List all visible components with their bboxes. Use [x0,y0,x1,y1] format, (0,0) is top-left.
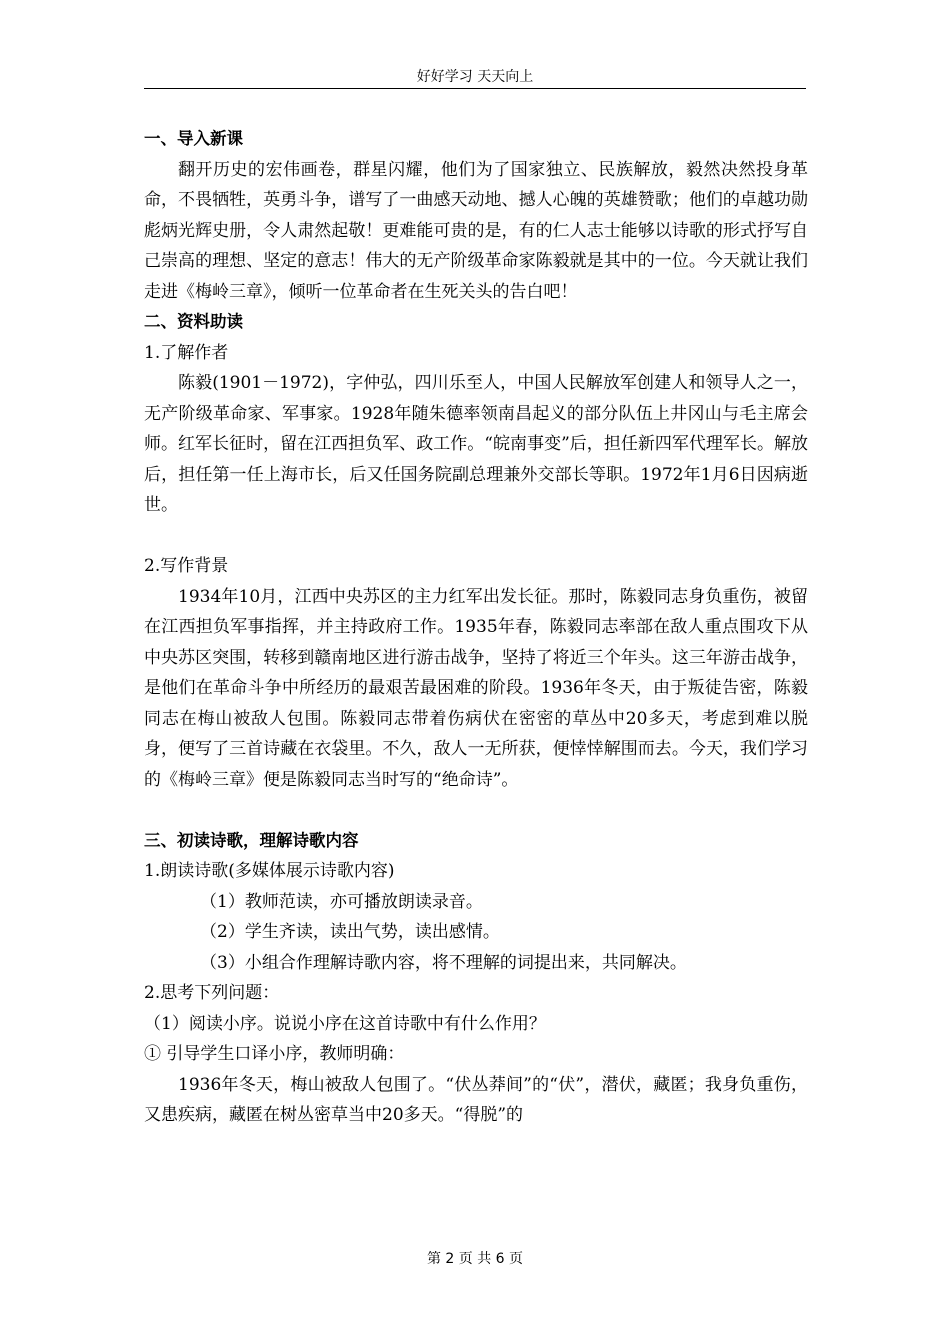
page-number: 第 2 页 共 6 页 [426,1251,524,1267]
subheading-questions: 2.思考下列问题： [144,983,280,1003]
subheading-background: 2.写作背景 [144,556,229,576]
header-divider [144,88,806,89]
author-paragraph: 陈毅(1901－1972)，字仲弘，四川乐至人，中国人民解放军创建人和领导人之一，无产阶级革命家、军事家。1928年随朱德率领南昌起义的部分队伍上井冈山与毛主席会师。红军长征时，留在江西担负军、政工作。“皖南事变”后，担任新四军代理军长。解放后，担任第一任上海市长，后又任国务院副总理兼外交部长等职。1972年1月6日因病逝世。 [144,373,808,515]
blank-line [144,795,808,826]
explanation-paragraph: 1936年冬天，梅山被敌人包围了。“伏丛莽间”的“伏”，潜伏，藏匿；我身负重伤，又患疾病，藏匿在树丛密草当中20多天。“得脱”的 [144,1074,808,1125]
list-item: （2）学生齐读，读出气势，读出感情。 [200,922,500,942]
background-paragraph: 1934年10月，江西中央苏区的主力红军出发长征。那时，陈毅同志身负重伤，被留在江西担负军事指挥，并主持政府工作。1935年春，陈毅同志率部在敌人重点围攻下从中央苏区突围，转移到赣南地区进行游击战争，坚持了将近三个年头。这三年游击战争，是他们在革命斗争中所经历的最艰苦最困难的阶段。1936年冬天，由于叛徒告密，陈毅同志在梅山被敌人包围。陈毅同志带着伤病伏在密密的草丛中20多天，考虑到难以脱身，便写了三首诗藏在衣袋里。不久，敌人一无所获，便悻悻解围而去。今天，我们学习的《梅岭三章》便是陈毅同志当时写的“绝命诗”。 [144,586,808,790]
subheading-recite: 1.朗读诗歌(多媒体展示诗歌内容) [144,861,395,881]
list-item: （1）教师范读，亦可播放朗读录音。 [200,891,483,912]
guide-line: ① 引导学生口译小序，教师明确： [144,1044,405,1064]
page-header: 好好学习 天天向上 [416,69,534,85]
list-item: （3）小组合作理解诗歌内容，将不理解的词提出来，共同解决。 [200,952,687,973]
blank-line [144,521,808,552]
section-heading-materials: 二、资料助读 [144,312,243,331]
question-1: （1）阅读小序。说说小序在这首诗歌中有什么作用？ [144,1013,546,1034]
subheading-author: 1.了解作者 [144,342,229,363]
section-heading-intro: 一、导入新课 [144,129,243,148]
document-body [144,124,808,1131]
section-heading-reading: 三、初读诗歌，理解诗歌内容 [144,830,359,850]
intro-paragraph: 翻开历史的宏伟画卷，群星闪耀，他们为了国家独立、民族解放，毅然决然投身革命，不畏牺牲，英勇斗争，谱写了一曲感天动地、撼人心魄的英雄赞歌；他们的卓越功勋彪炳光辉史册，令人肃然起敬！更难能可贵的是，有的仁人志士能够以诗歌的形式抒写自己崇高的理想、坚定的意志！伟大的无产阶级革命家陈毅就是其中的一位。今天就让我们走进《梅岭三章》，倾听一位革命者在生死关头的告白吧！ [144,159,808,302]
